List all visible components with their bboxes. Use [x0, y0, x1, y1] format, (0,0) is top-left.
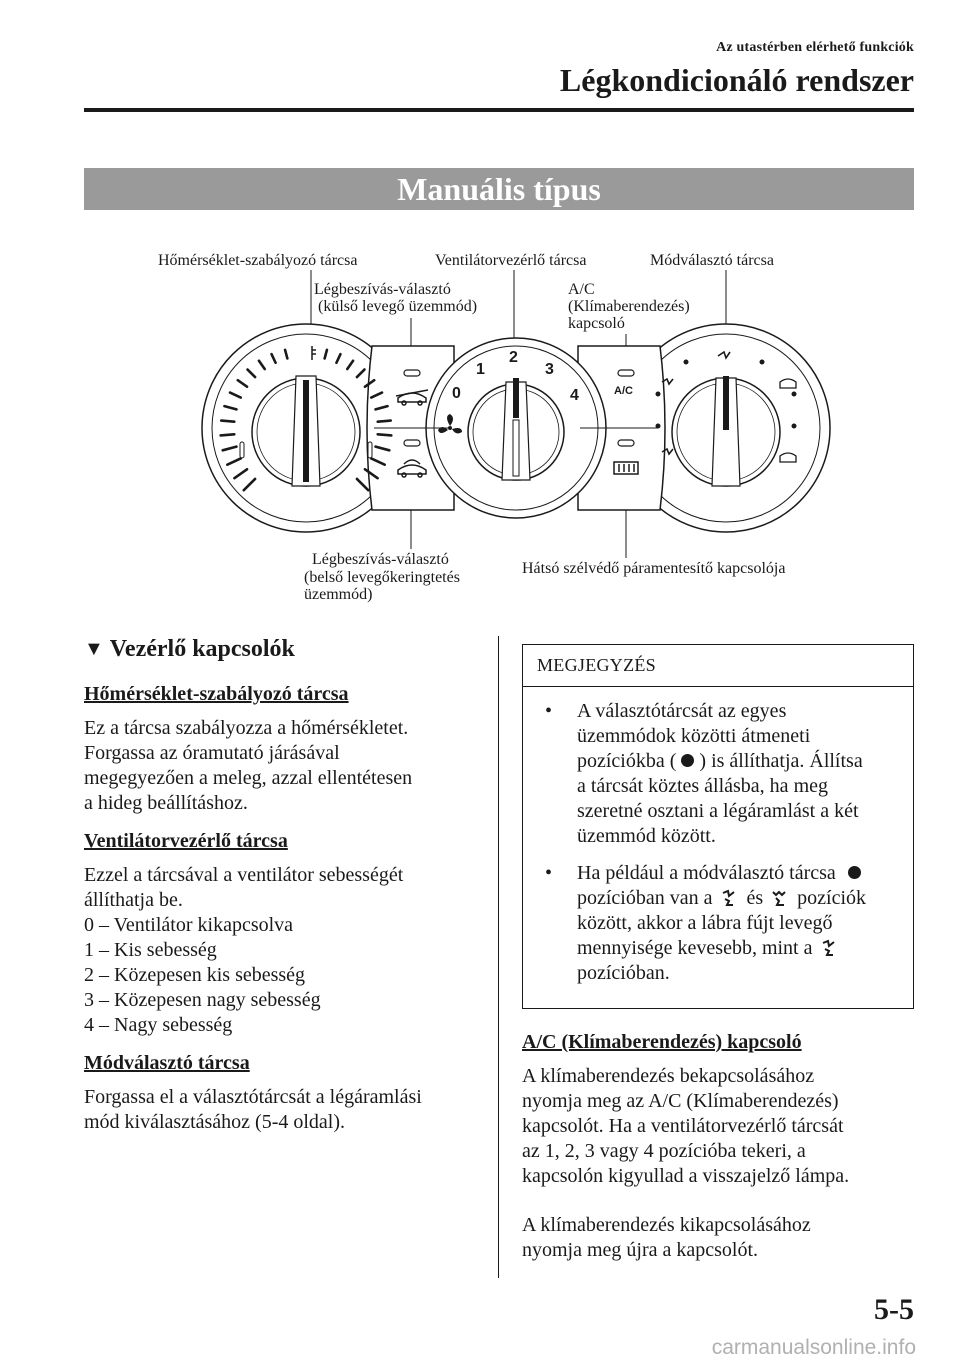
climate-control-diagram: [0, 0, 960, 640]
page-number: 5-5: [874, 1293, 914, 1326]
label-mode-dial: Módválasztó tárcsa: [650, 252, 774, 269]
left-column: [84, 636, 484, 1149]
label-ac-3: kapcsoló: [568, 315, 625, 332]
fan-dial-text: Ezzel a tárcsával a ventilátor sebességét állíthatja be. 0 – Ventilátor kikapcsolva 1 – Kis sebesség 2 – Közepesen kis sebesség 3 – Közepesen nagy sebesség 4 – Nagy sebesség: [84, 864, 404, 1036]
note-box: [522, 644, 914, 1009]
temp-tick: [221, 421, 234, 422]
note-bullet-1: • A választótárcsát az egyes üzemmódok közötti átmeneti pozíciókba ( ) is állíthatja. Állítsa a tárcsát köztes állásba, ha meg szeretné osztani a légáramlást a két üzemmód között.: [545, 700, 863, 847]
mode-dial-heading: Módválasztó tárcsa: [84, 1052, 250, 1074]
mode-dial-text: Forgassa el a választótárcsát a légáramlási mód kiválasztásához (5-4 oldal).: [84, 1086, 422, 1133]
note-heading: MEGJEGYZÉS: [523, 645, 913, 687]
fan-number-1: 1: [476, 361, 485, 378]
bullet-icon: •: [545, 700, 553, 722]
fan-number-2: 2: [509, 349, 518, 366]
face-foot-mode-icon: [720, 889, 738, 907]
mode-knob: [672, 376, 780, 486]
controls-section-title: ▼ Vezérlő kapcsolók: [84, 636, 295, 662]
temp-dial-text: Ez a tárcsa szabályozza a hőmérsékletet. Forgassa az óramutató járásával megegyezően a meleg, azzal ellentétesen a hideg beállításhoz.: [84, 717, 413, 814]
label-intake-recirc-3: üzemmód): [304, 586, 373, 603]
temp-tick: [221, 434, 235, 435]
label-temp-dial: Hőmérséklet-szabályozó tárcsa: [158, 252, 358, 269]
ac-switch-heading: A/C (Klímaberendezés) kapcsoló: [522, 1031, 802, 1053]
bullet-icon: •: [545, 862, 553, 884]
fan-number-0: 0: [452, 385, 461, 402]
temp-knob: [252, 376, 360, 486]
foot-mode-icon: [770, 889, 788, 907]
label-ac-2: (Klímaberendezés): [568, 298, 690, 315]
label-fan-dial: Ventilátorvezérlő tárcsa: [435, 252, 587, 269]
ac-button-label: A/C: [614, 385, 633, 397]
right-column: [522, 644, 914, 1277]
ac-switch-text: A klímaberendezés bekapcsolásához nyomja meg az A/C (Klímaberendezés) kapcsolót. Ha a ventilátorvezérlő tárcsát az 1, 2, 3 vagy 4 pozícióba tekeri, a kapcsolón kigyullad a visszajelző lámpa.: [522, 1065, 850, 1187]
label-intake-outside-2: (külső levegő üzemmód): [318, 298, 478, 315]
face-foot-mode-icon: [820, 939, 838, 957]
label-intake-recirc-2: (belső levegőkeringtetés: [304, 569, 460, 586]
note-bullet-2: • Ha például a módválasztó tárcsa pozícióban van a és pozíciók között, akkor a lábra fújt levegő mennyisége kevesebb, mint a pozícióban.: [545, 862, 867, 984]
label-intake-outside-1: Légbeszívás-választó: [314, 281, 451, 298]
triangle-marker-icon: ▼: [84, 638, 104, 660]
label-ac-1: A/C: [568, 281, 595, 298]
section-header: Az utastérben elérhető funkciók: [716, 40, 914, 55]
intermediate-position-icon: [848, 866, 861, 879]
ac-switch-off-text: A klímaberendezés kikapcsolásához nyomja meg újra a kapcsolót.: [522, 1214, 811, 1261]
chapter-title: Légkondicionáló rendszer: [559, 62, 914, 98]
fan-number-3: 3: [545, 361, 554, 378]
watermark: carmanualsonline.info: [711, 1336, 916, 1359]
temp-dial-heading: Hőmérséklet-szabályozó tárcsa: [84, 683, 349, 705]
label-rear-defog: Hátsó szélvédő páramentesítő kapcsolója: [522, 560, 786, 577]
temp-tick: [378, 434, 392, 435]
fan-number-4: 4: [570, 387, 579, 404]
temp-tick: [378, 421, 391, 422]
fan-dial-heading: Ventilátorvezérlő tárcsa: [84, 830, 288, 852]
section-banner: Manuális típus: [84, 168, 914, 210]
column-divider: [498, 636, 499, 1278]
intermediate-position-icon: [681, 754, 694, 767]
label-intake-recirc-1: Légbeszívás-választó: [312, 551, 449, 568]
